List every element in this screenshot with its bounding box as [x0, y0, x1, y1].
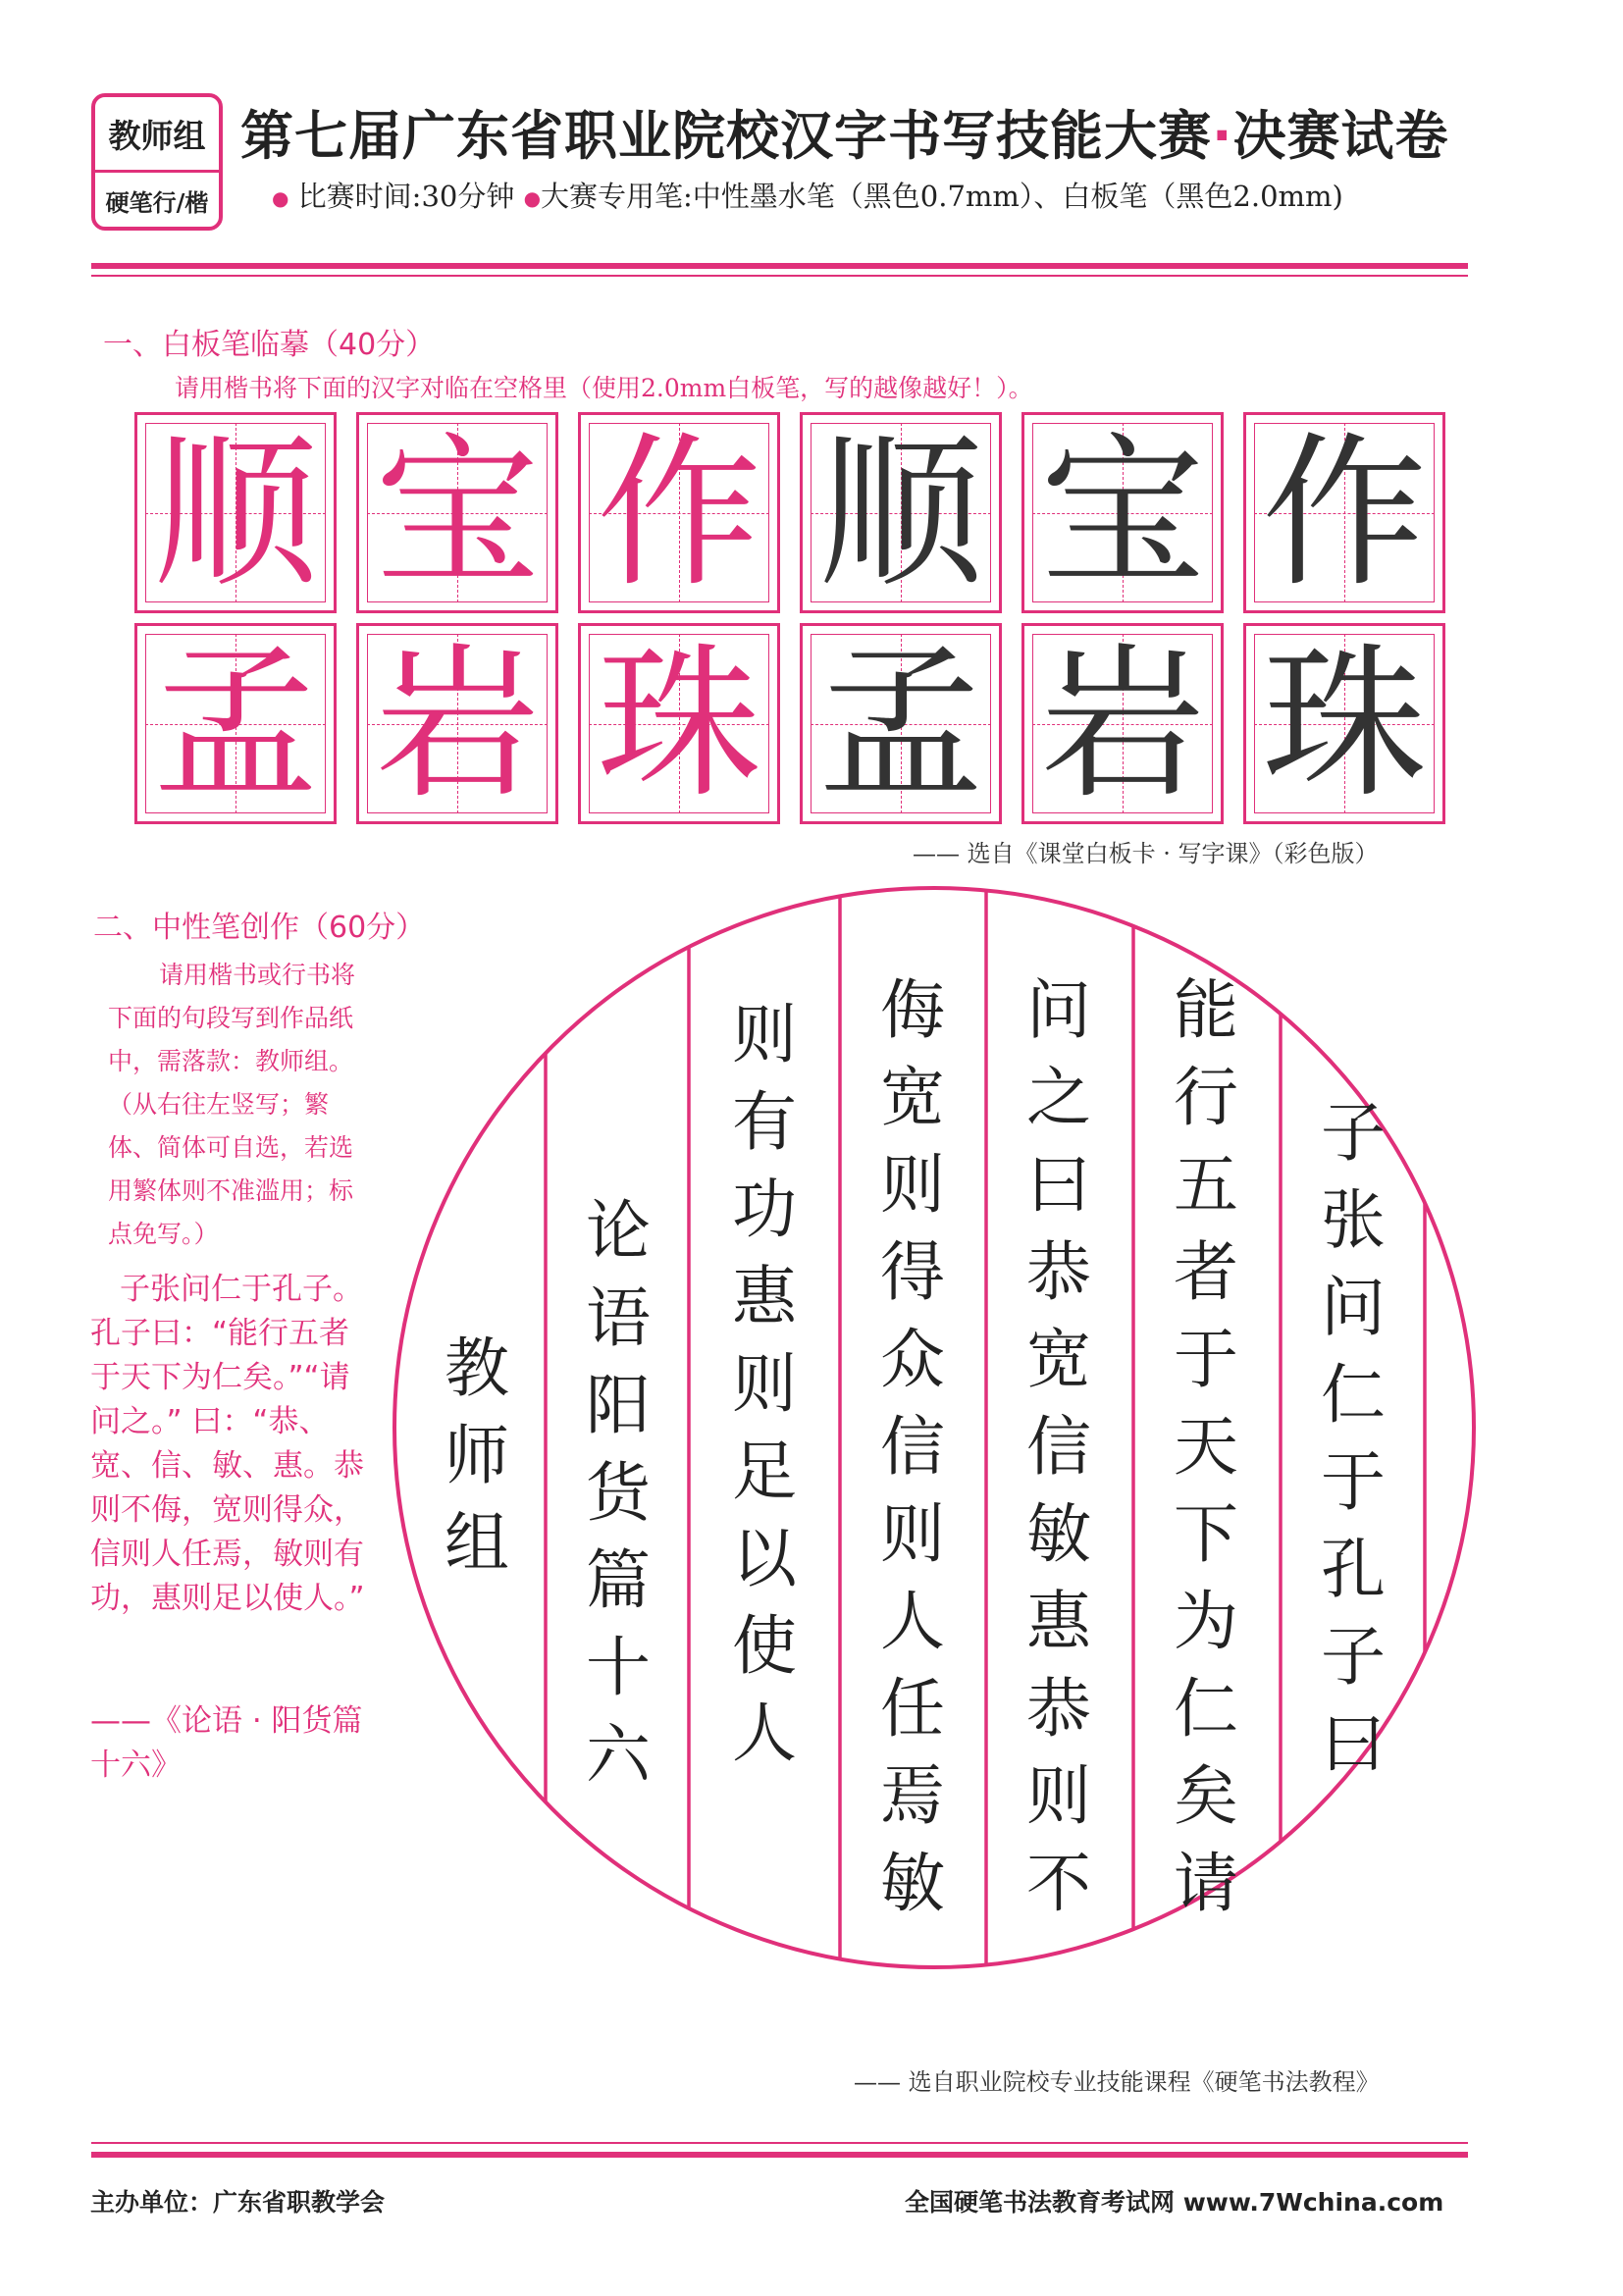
exam-time: 比赛时间:30分钟 [297, 180, 515, 213]
footer-rule-thin [91, 2142, 1468, 2144]
model-character: 宝 [375, 416, 540, 609]
copied-character: 珠 [1262, 627, 1427, 820]
title-suffix: 决赛试卷 [1232, 105, 1449, 167]
section1-heading: 一、白板笔临摹（40分） [103, 328, 436, 362]
section1-source: —— 选自《课堂白板卡 · 写字课》（彩色版） [913, 840, 1379, 867]
model-character: 珠 [597, 627, 761, 820]
passage-citation: ——《论语 · 阳货篇十六》 [90, 1703, 363, 1783]
model-character: 顺 [153, 416, 318, 609]
model-character: 孟 [153, 627, 318, 820]
column-lines [546, 0, 1425, 2296]
model-character: 作 [597, 416, 761, 609]
copied-character: 作 [1262, 416, 1427, 609]
written-column-1: 子张问仁于孔子曰 [1321, 1095, 1386, 1782]
badge-style-label: 硬笔行/楷 [105, 187, 209, 217]
organizer: 主办单位：广东省职教学会 [90, 2188, 386, 2217]
copied-character: 顺 [818, 416, 983, 609]
badge-group-label: 教师组 [95, 97, 219, 173]
exam-pens: 大赛专用笔:中性墨水笔（黑色0.7mm）、白板笔（黑色2.0mm) [541, 180, 1343, 213]
copied-character: 岩 [1040, 627, 1205, 820]
written-column-5: 则有功惠则足以使人 [732, 997, 797, 1771]
copied-character: 孟 [818, 627, 983, 820]
section2-source: —— 选自职业院校专业技能课程《硬笔书法教程》 [854, 2068, 1380, 2096]
written-column-4: 侮宽则得众信则人任焉敏 [880, 972, 945, 1921]
footer-rule-thick [91, 2152, 1468, 2158]
bullet-icon: ● [523, 186, 542, 210]
section2-instruction: 请用楷书或行书将下面的句段写到作品纸中，需落款：教师组。（从右往左竖写；繁体、简体可自选，若选用繁体则不准滥用；标点免写。） [108, 961, 356, 1248]
title-main: 第七届广东省职业院校汉字书写技能大赛 [240, 105, 1212, 167]
bullet-icon: ● [272, 186, 289, 210]
written-column-6: 论语阳货篇十六 [586, 1193, 651, 1793]
copied-character: 宝 [1040, 416, 1205, 609]
written-column-2: 能行五者于天下为仁矣请 [1174, 972, 1238, 1921]
model-character: 岩 [375, 627, 540, 820]
title-dot: · [1212, 105, 1233, 167]
website: 全国硬笔书法教育考试网 www.7Wchina.com [905, 2188, 1444, 2217]
written-column-3: 问之曰恭宽信敏惠恭则不 [1026, 972, 1091, 1921]
section2-heading: 二、中性笔创作（60分） [93, 911, 426, 945]
signature-column: 教师组 [445, 1331, 509, 1581]
passage-text: 子张问仁于孔子。孔子曰：“能行五者于天下为仁矣。”“请问之。” 曰：“恭、宽、信、敏、惠。恭则不侮，宽则得众，信则人任焉，敏则有功，惠则足以使人。” [90, 1272, 365, 1616]
section1-instruction: 请用楷书将下面的汉字对临在空格里（使用2.0mm白板笔，写的越像越好！）。 [175, 374, 1033, 402]
